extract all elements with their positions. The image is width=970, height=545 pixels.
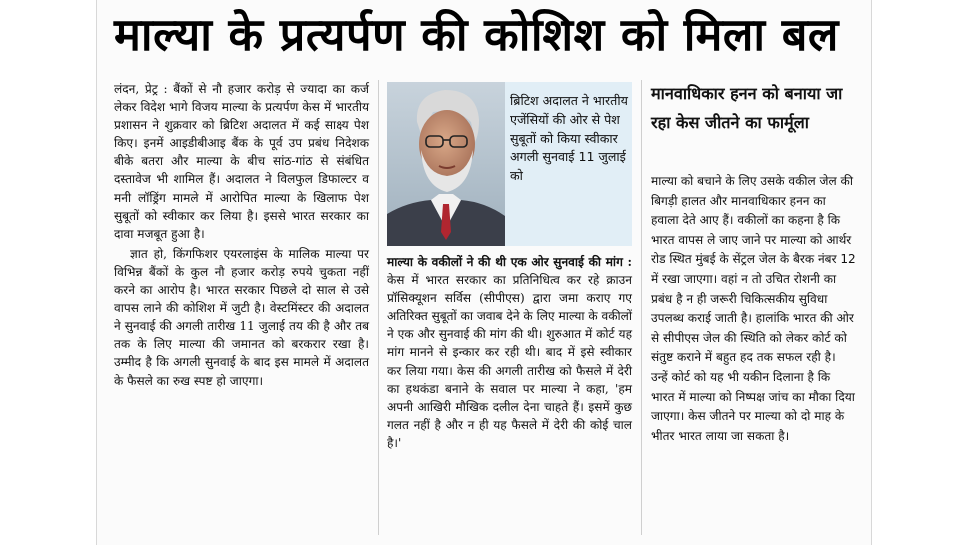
right-text: माल्या को बचाने के लिए उसके वकील जेल की बिगड़ी हालत और मानवाधिकार हनन का हवाला देते आए हैं। वकीलों का कहना है कि भारत वापस ले जाए जाने पर माल्या को आर्थर रोड स्थित मुंबई के सेंट्रल जेल के बैरक नंबर 12 में रखा जाएगा। वहां न तो उचित रोशनी का प्रबंध है न ही जरूरी चिकित्सकीय सुविधा उपलब्ध कराई जाती है। हालांकि भारत की ओर से सीपीएस जेल की स्थिति को लेकर कोर्ट को संतुष्ट कराने में बहुत हद तक सफल रही है। उन्हें कोर्ट को यह भी यकीन दिलाना है कि भारत में माल्या को निष्पक्ष जांच का मौका दिया जाएगा। केस जीतने पर माल्या को दो माह के भीतर भारत लाया जा सकता है। <box>651 174 856 443</box>
middle-column <box>387 253 632 452</box>
column-divider-1 <box>378 80 379 535</box>
middle-subhead: माल्या के वकीलों ने की थी एक ओर सुनवाई की मांग : <box>387 255 632 269</box>
right-column <box>651 172 856 446</box>
left-paragraph-1: लंदन, प्रेट्र : बैंकों से नौ हजार करोड़ से ज्यादा का कर्ज लेकर विदेश भागे विजय माल्या के प्रत्यर्पण केस में भारतीय प्रशासन ने शुक्रवार को ब्रिटिश अदालत में कई साक्ष्य पेश किए। इनमें आइडीबीआइ बैंक के पूर्व उप प्रबंध निदेशक बीके बतरा और माल्या के बीच सांठ-गांठ से संबंधित दस्तावेज भी शामिल हैं। अदालत ने विलफुल डिफाल्टर व मनी लॉड्रिंग मामले में आरोपित माल्या के खिलाफ पेश सुबूतों को स्वीकार कर लिया है। इससे भारत सरकार का दावा मजबूत हुआ है। <box>114 82 369 241</box>
quote-text: ब्रिटिश अदालत ने भारतीय एजेंसियों की ओर से पेश सुबूतों को किया स्वीकार अगली सुनवाई 11 जुलाई को <box>510 93 628 184</box>
portrait-illustration <box>387 82 505 246</box>
headline: माल्या के प्रत्यर्पण की कोशिश को मिला बल <box>114 8 839 61</box>
photo-vijay-mallya <box>387 82 505 246</box>
column-divider-2 <box>641 80 642 535</box>
page-edge-left <box>96 0 97 545</box>
left-column <box>114 80 369 390</box>
left-paragraph-2: ज्ञात हो, किंगफिशर एयरलाइंस के मालिक माल्या पर विभिन्न बैंकों के कुल नौ हजार करोड़ रुपये चुकता नहीं करने का आरोप है। भारत सरकार पिछले दो साल से उसे वापस लाने की कोशिश में जुटी है। वेस्टमिंस्टर की अदालत ने सुनवाई की अगली तारीख 11 जुलाई तय की है और तब तक के लिए माल्या की जमानत को बरकरार रखा है। उम्मीद है कि अगली सुनवाई के बाद इस मामले में अदालत के फैसले का रुख स्पष्ट हो जाएगा। <box>114 246 369 388</box>
page-edge-right <box>871 0 872 545</box>
middle-text: केस में भारत सरकार का प्रतिनिधित्व कर रहे क्राउन प्रॉसिक्यूशन सर्विस (सीपीएस) द्वारा जमा कराए गए अतिरिक्त सुबूतों का जवाब देने के लिए माल्या के वकीलों ने एक और सुनवाई की मांग की थी। शुरुआत में कोर्ट यह मांग मानने से इन्कार कर रही थी। बाद में इसे स्वीकार कर लिया गया। केस की अगली तारीख को फैसले में देरी का हथकंडा बनाने के सवाल पर माल्या ने कहा, 'हम अपनी आखिरी मौखिक दलील देना चाहते हैं। इसमें कुछ गलत नहीं है और न ही यह फैसले में देरी की कोई चाल है।' <box>387 273 632 450</box>
right-heading: मानवाधिकार हनन को बनाया जा रहा केस जीतने का फार्मूला <box>651 84 843 132</box>
